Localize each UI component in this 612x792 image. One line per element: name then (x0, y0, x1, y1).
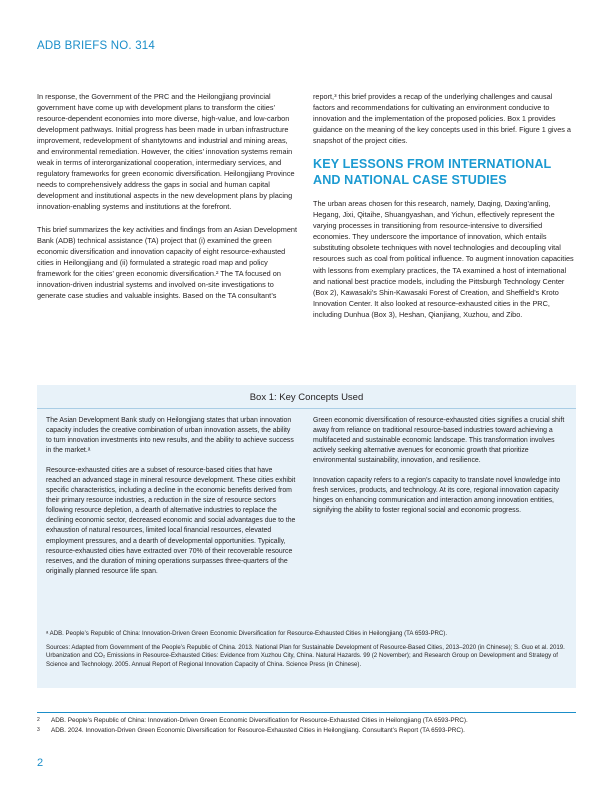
box-notes (46, 630, 568, 675)
box-paragraph: Innovation capacity refers to a region’s capacity to translate novel knowledge into fresh services, products, and technology. At its core, regional innovation capacity hinges on enhancing communication and interaction among innovation entities, signifying the ability to foster regional social and economic progress. (313, 477, 561, 515)
footnote-mark: 2 (37, 717, 40, 723)
box-divider (37, 408, 576, 409)
footnote-mark: 3 (37, 726, 40, 733)
box-paragraph: The Asian Development Bank study on Heilongjiang states that urban innovation capacity includes the creative combination of urban innovation assets, the ability to turn innovation investments into new results, and the ability to achieve success in the market.ᵃ (46, 417, 294, 455)
body-paragraph: In response, the Government of the PRC and the Heilongjiang provincial government have come up with development plans to transform the cities’ resource-dependent economies into more diverse, high-value, and low-carbon development pathways. Initial progress has been made in urban infrastructure improvement, redevelopment of shantytowns and industrial and mining areas, and environmental remediation. However, the cities’ innovation systems remain weak in terms of interorganizational cooperation, intermediary services, and regulatory frameworks for green economic diversification. Heilongjiang Province needs to comprehensively address the gaps in social and human capital development and institutional aspects in the new development plans by placing innovation-enabling systems and institutions at the forefront. (37, 92, 295, 212)
key-concepts-box (37, 385, 576, 688)
publication-series-title: ADB BRIEFS NO. 314 (37, 40, 155, 52)
footnote-divider (37, 712, 576, 713)
footnote (37, 726, 576, 736)
footnote-text: ADB. People’s Republic of China: Innovation-Driven Green Economic Diversification for Resource-Exhausted Cities in Heilongjiang (TA 6593-PRC). (51, 717, 468, 724)
box-footnote: ᵃ ADB. People’s Republic of China: Innovation-Driven Green Economic Diversification for Resource-Exhausted Cities in Heilongjiang (TA 6593-PRC). (46, 630, 448, 637)
section-heading: KEY LESSONS FROM INTERNATIONAL AND NATIONAL CASE STUDIES (313, 157, 552, 187)
box-right-column (313, 416, 565, 526)
box-paragraph: Resource-exhausted cities are a subset of resource-based cities that have reached an advanced stage in mineral resource development. These cities exhibit specific characteristics, including a decline in the economic benefits derived from their primary resource industries, a reduction in the size of resource sectors following resource depletion, a dearth of alternative industries to replace the declining economic sector, decreased economic and social advantages due to the exhaustion of natural resources, limited local financial resources, elevated employment pressures, and a dearth of developmental opportunities. Typically, resource-exhausted cities have extracted over 70% of their recoverable resource reserves, and the duration of mining operations surpasses three-quarters of the originally planned resource life span. (46, 467, 296, 575)
footnotes (37, 716, 576, 736)
box-title: Box 1: Key Concepts Used (249, 392, 364, 403)
box-left-column (46, 416, 298, 587)
left-text-column (37, 91, 298, 312)
footnote (37, 716, 576, 726)
body-paragraph: This brief summarizes the key activities and findings from an Asian Development Bank (ADB) technical assistance (TA) project that (i) examined the green economic diversification and innovation capacity of eight resource-exhausted cities in Heilongjiang and (ii) formulated a strategic road map and policy framework for the cities’ green economic diversification.² The TA focused on innovation-driven industrial systems and involved on-site investigations to generate case studies and valuable insights. Based on the TA consultant’s (37, 224, 297, 300)
body-paragraph: report,³ this brief provides a recap of the underlying challenges and causal factors and recommendations for cultivating an environment conducive to innovation and the implementation of the proposed policies. Box 1 provides guidance on the meaning of the key concepts used in this brief. Figure 1 gives a snapshot of the project cities. (313, 92, 571, 146)
footnote-text: ADB. 2024. Innovation-Driven Green Economic Diversification for Resource-Exhausted Cities in Heilongjiang. Consultant’s Report (TA 6593-PRC). (51, 726, 465, 734)
box-paragraph: Green economic diversification of resource-exhausted cities signifies a crucial shift away from reliance on traditional resource-based industries toward achieving a multifaceted and sustainable economic landscape. This transformation involves actively seeking alternative avenues for economic growth that prioritize environmental sustainability, innovation, and resilience. (313, 417, 565, 465)
box-sources: Sources: Adapted from Government of the People’s Republic of China. 2013. National Plan for Sustainable Development of Resource-Based Cities, 2013–2020 (in Chinese); S. Guo et al. 2019. Urbanization and CO₂ Emissions in Resource-Exhausted Cities: Evidence from Xuzhou City, China. Natural Hazards. 99 (2 November); and Research Group on Development and Strategy of Science and Technology. 2005. Annual Report of Regional Innovation Capacity of China. Science Press (in Chinese). (46, 643, 565, 669)
page-number: 2 (37, 757, 44, 769)
right-text-column (313, 91, 574, 331)
body-paragraph: The urban areas chosen for this research, namely, Daqing, Daxing’anling, Hegang, Jixi, Qitaihe, Shuangyashan, and Yichun, effectively represent the varying processes in transitioning from resource-intensive to diversified economies. They underscore the importance of innovation, which entails substituting obsolete techniques with novel technologies and decoupling vital resources such as coal from political influence. To augment innovation capacities with lessons from exemplary practices, the TA examined a host of international and national best practice models, including the Pittsburgh Technology Center (Box 2), Kawasaki’s Shin-Kawasaki Forest of Creation, and Sheffield’s Kroto Innovation Center. It also looked at resource-exhausted cities in the PRC, including Dunhua (Box 3), Heshan, Qianjiang, Xuzhou, and Zibo. (313, 199, 574, 319)
